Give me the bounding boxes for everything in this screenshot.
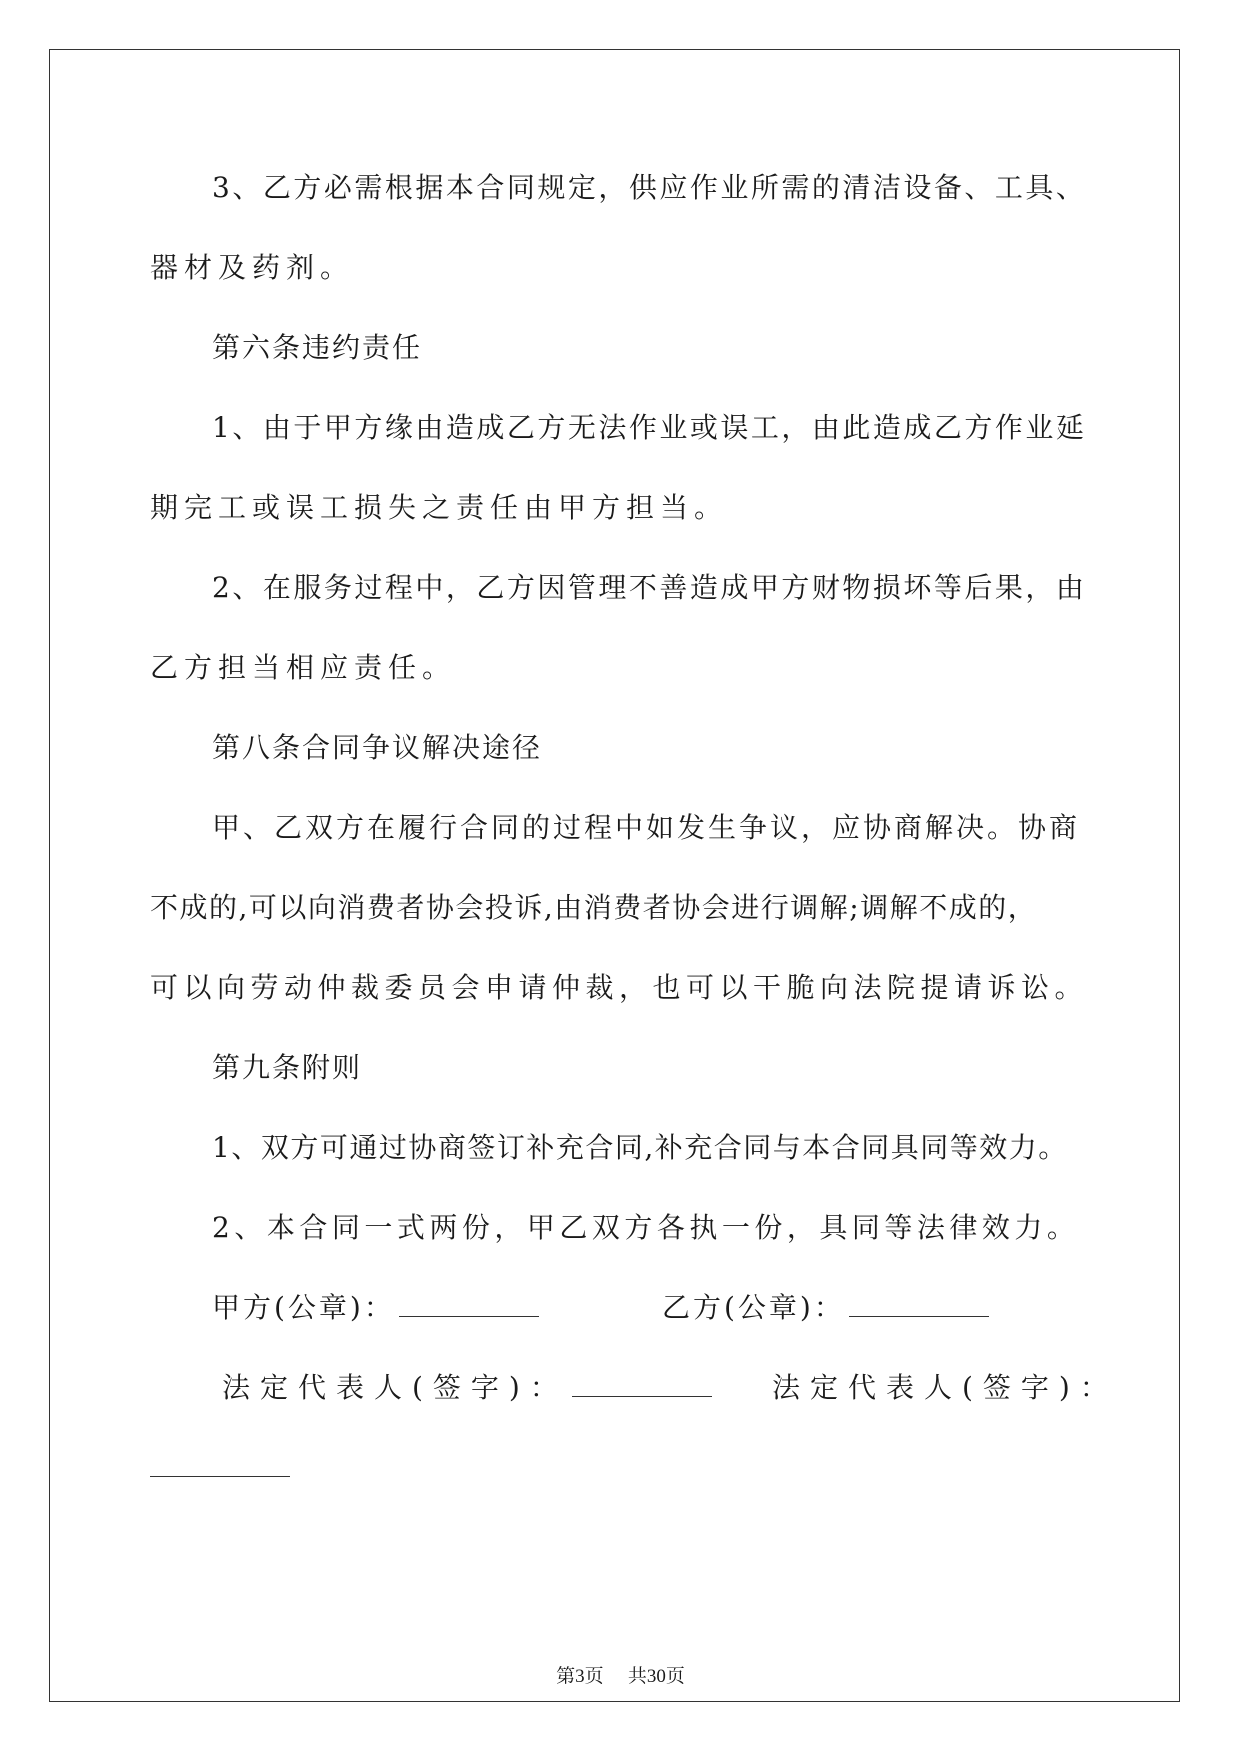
party-b-seal-blank: [849, 1290, 989, 1317]
clause-5-3-line-1: 3、乙方必需根据本合同规定，供应作业所需的清洁设备、工具、: [212, 171, 1087, 204]
page-suffix: 页: [584, 1665, 604, 1687]
total-suffix: 页: [665, 1665, 685, 1687]
clause-6-1-line-1: 1、由于甲方缘由造成乙方无法作业或误工，由此造成乙方作业延: [212, 411, 1087, 444]
total-pages: 30: [646, 1666, 666, 1687]
clause-9-2: 2、本合同一式两份，甲乙双方各执一份，具同等法律效力。: [212, 1211, 1080, 1244]
article-8-heading: 第八条合同争议解决途径: [212, 731, 543, 764]
party-b-seal-label: 乙方(公章)：: [662, 1291, 845, 1324]
clause-6-1-line-2: 期完工或误工损失之责任由甲方担当。: [150, 491, 729, 524]
clause-6-2-line-2: 乙方担当相应责任。: [150, 651, 457, 684]
party-b-rep-label: 法定代表人(签字)：: [772, 1371, 1118, 1404]
page-footer: [0, 1664, 1241, 1689]
party-a-seal-line: [212, 1288, 539, 1328]
clause-9-1: 1、双方可通过协商签订补充合同,补充合同与本合同具同等效力。: [212, 1131, 1068, 1164]
party-a-seal-blank: [399, 1290, 539, 1317]
party-a-rep-blank: [572, 1370, 712, 1397]
party-b-rep-blank-line: [150, 1448, 290, 1488]
article-9-heading: 第九条附则: [212, 1051, 363, 1084]
page-number: 3: [575, 1666, 585, 1687]
clause-8-line-3: 可以向劳动仲裁委员会申请仲裁，也可以干脆向法院提请诉讼。: [150, 971, 1089, 1004]
party-b-rep-line: [772, 1368, 1118, 1408]
clause-8-line-2: 不成的,可以向消费者协会投诉,由消费者协会进行调解;调解不成的，: [150, 891, 1038, 924]
party-b-rep-blank: [150, 1450, 290, 1477]
page-prefix: 第: [556, 1665, 576, 1687]
party-b-seal-line: [662, 1288, 989, 1328]
clause-5-3-line-2: 器材及药剂。: [150, 251, 355, 284]
party-a-rep-line: [222, 1368, 712, 1408]
clause-6-2-line-1: 2、在服务过程中，乙方因管理不善造成甲方财物损坏等后果，由: [212, 571, 1087, 604]
clause-8-line-1: 甲、乙双方在履行合同的过程中如发生争议，应协商解决。协商: [212, 811, 1081, 844]
article-6-heading: 第六条违约责任: [212, 331, 423, 364]
total-prefix: 共: [627, 1665, 647, 1687]
party-a-seal-label: 甲方(公章)：: [212, 1291, 395, 1324]
party-a-rep-label: 法定代表人(签字)：: [222, 1371, 568, 1404]
